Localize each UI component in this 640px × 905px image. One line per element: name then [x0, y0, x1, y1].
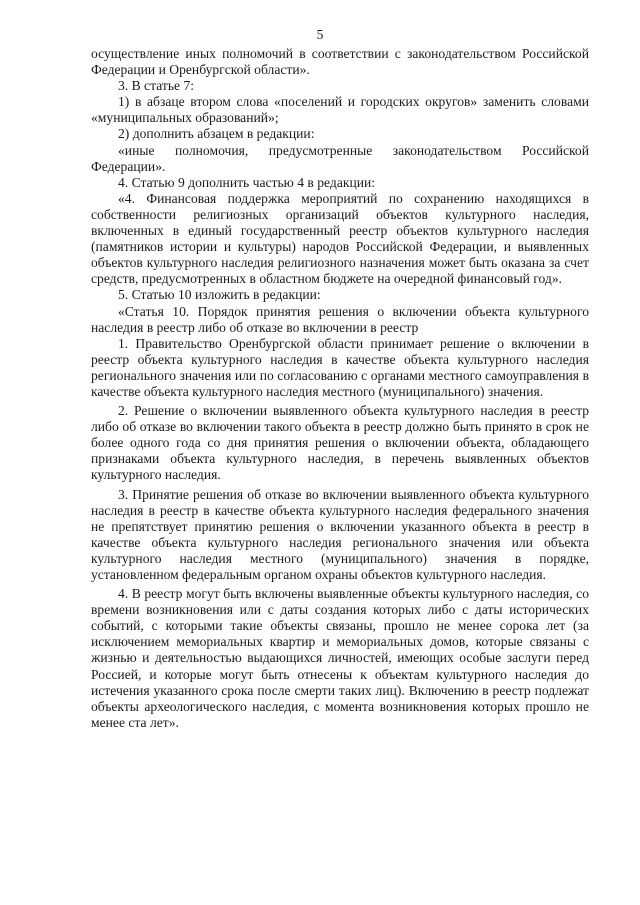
paragraph-continuation: осуществление иных полномочий в соответствии с законодательством Российской Федерации и Оренбургской области».	[91, 46, 589, 78]
paragraph-article-10-part-3: 3. Принятие решения об отказе во включении выявленного объекта культурного наследия в реестр в качестве объекта культурного наследия федерального значения не препятствует принятию решения о включении указанного объекта в реестр в качестве объекта культурного наследия регионального значения или объекта культурного наследия местного (муниципального) значения в порядке, установленном федеральным органом охраны объектов культурного наследия.	[91, 486, 589, 582]
paragraph-article-10-heading: 5. Статью 10 изложить в редакции:	[118, 287, 321, 303]
document-body	[91, 46, 589, 731]
paragraph-article-7-item-1: 1) в абзаце втором слова «поселений и городских округов» заменить словами «муниципальных образований»;	[91, 94, 589, 126]
paragraph-article-9-part-4: «4. Финансовая поддержка мероприятий по сохранению находящихся в собственности религиозных организаций объектов культурного наследия, включенных в единый государственный реестр объектов культурного наследия (памятников истории и культуры) народов Российской Федерации, и выявленных объектов культурного наследия религиозного назначения может быть оказана за счет средств, предусмотренных в областном бюджете на очередной финансовый год».	[91, 190, 589, 287]
paragraph-article-10-part-4: 4. В реестр могут быть включены выявленные объекты культурного наследия, со времени возникновения или с даты создания которых либо с даты исторических событий, с которыми такие объекты связаны, прошло не менее сорока лет (за исключением мемориальных квартир и мемориальных домов, которые связаны с жизнью и деятельностью выдающихся личностей, имеющих особые заслуги перед Россией, и которые могут быть отнесены к объектам культурного наследия до истечения указанного срока после смерти таких лиц). Включению в реестр подлежат объекты археологического наследия, с момента возникновения которых прошло не менее ста лет».	[91, 586, 589, 730]
paragraph-article-9-heading: 4. Статью 9 дополнить частью 4 в редакции:	[118, 174, 376, 190]
paragraph-article-7-heading: 3. В статье 7:	[118, 78, 195, 94]
paragraph-article-10-title: «Статья 10. Порядок принятия решения о включении объекта культурного наследия в реестр либо об отказе во включении в реестр	[91, 303, 589, 335]
page-number: 5	[316, 27, 324, 42]
paragraph-article-10-part-2: 2. Решение о включении выявленного объекта культурного наследия в реестр либо об отказе во включении такого объекта в реестр должно быть принято в срок не более одного года со дня принятия решения о включении объекта, обладающего признаками объекта культурного наследия, в перечень выявленных объектов культурного наследия.	[91, 403, 589, 483]
paragraph-article-7-item-2: 2) дополнить абзацем в редакции:	[118, 126, 315, 142]
paragraph-article-7-quote: «иные полномочия, предусмотренные законодательством Российской Федерации».	[91, 142, 589, 174]
paragraph-article-10-part-1: 1. Правительство Оренбургской области принимает решение о включении в реестр объекта культурного наследия в качестве объекта культурного наследия регионального значения или по согласованию с органами местного самоуправления в качестве объекта культурного наследия местного (муниципального) значения.	[91, 335, 589, 399]
